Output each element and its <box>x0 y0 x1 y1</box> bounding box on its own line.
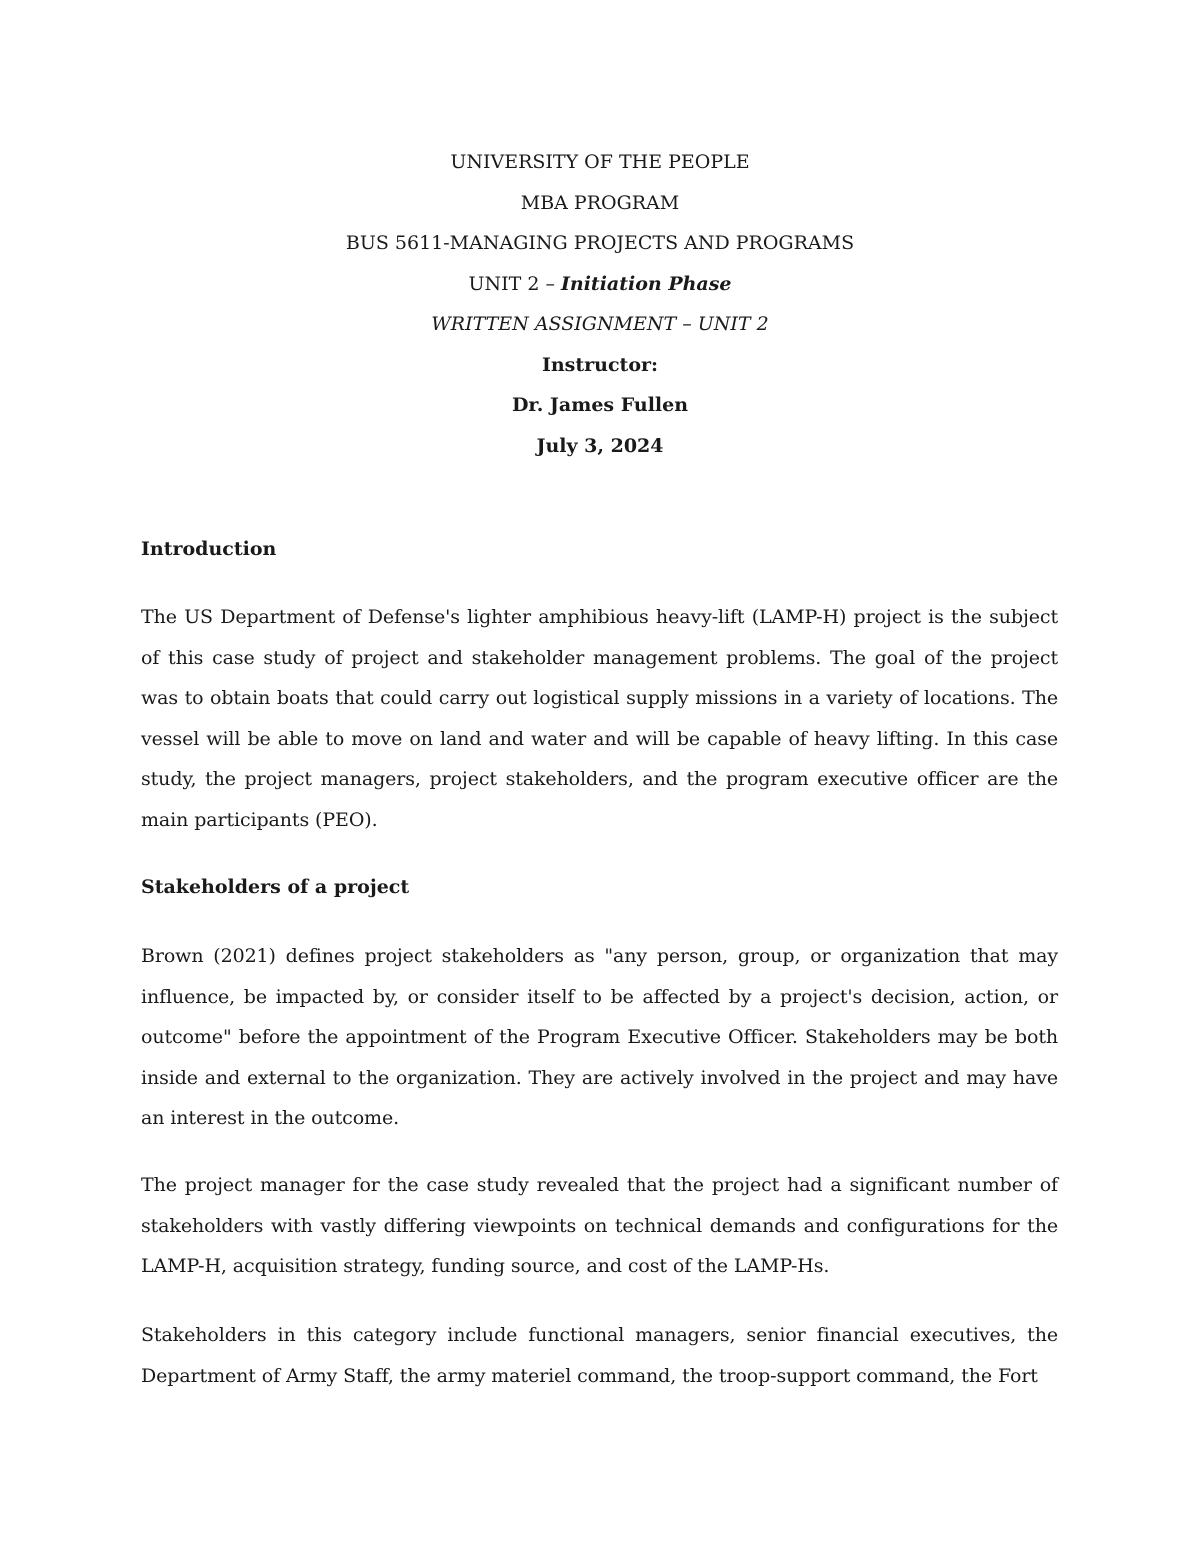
stakeholders-body-3 <box>141 1315 1058 1396</box>
stakeholders-paragraph: Brown (2021) defines project stakeholders as "any person, group, or organization that may influence, be impacted by, or consider itself to be affected by a project's decision, action, or outcome" before the appointment of the Program Executive Officer. Stakeholders may be both inside and external to the organization. They are actively involved in the project and may have an interest in the outcome. <box>141 945 1058 1129</box>
program-name: MBA PROGRAM <box>520 191 680 214</box>
title-block <box>0 142 1200 466</box>
instructor-name: Dr. James Fullen <box>511 394 689 416</box>
stakeholders-body-2 <box>141 1165 1058 1287</box>
introduction-paragraph: The US Department of Defense's lighter amphibious heavy-lift (LAMP-H) project is the subject of this case study of project and stakeholder management problems. The goal of the project was to obtain boats that could carry out logistical supply missions in a variety of locations. The vessel will be able to move on land and water and will be capable of heavy lifting. In this case study, the project managers, project stakeholders, and the program executive officer are the main participants (PEO). <box>141 606 1058 831</box>
course-title: BUS 5611-MANAGING PROJECTS AND PROGRAMS <box>345 232 855 254</box>
introduction-heading: Introduction <box>141 538 277 560</box>
assignment-title: WRITTEN ASSIGNMENT – UNIT 2 <box>431 313 769 335</box>
stakeholders-section <box>141 867 1058 907</box>
introduction-body <box>141 597 1058 840</box>
introduction-section <box>141 529 1058 569</box>
stakeholders-body-1 <box>141 936 1058 1139</box>
stakeholders-paragraph: Stakeholders in this category include functional managers, senior financial executives, the Department of Army Staff, the army materiel command, the troop-support command, the Fort <box>141 1324 1058 1387</box>
unit-line <box>0 264 1200 305</box>
unit-phase: Initiation Phase <box>561 272 732 295</box>
stakeholders-heading: Stakeholders of a project <box>141 876 410 898</box>
document-date: July 3, 2024 <box>536 434 664 457</box>
unit-prefix: UNIT 2 – <box>468 272 561 295</box>
instructor-label: Instructor: <box>541 353 659 376</box>
university-name: UNIVERSITY OF THE PEOPLE <box>450 151 750 173</box>
stakeholders-paragraph: The project manager for the case study revealed that the project had a significant number of stakeholders with vastly differing viewpoints on technical demands and configurations for the LAMP-H, acquisition strategy, funding source, and cost of the LAMP-Hs. <box>141 1174 1058 1277</box>
